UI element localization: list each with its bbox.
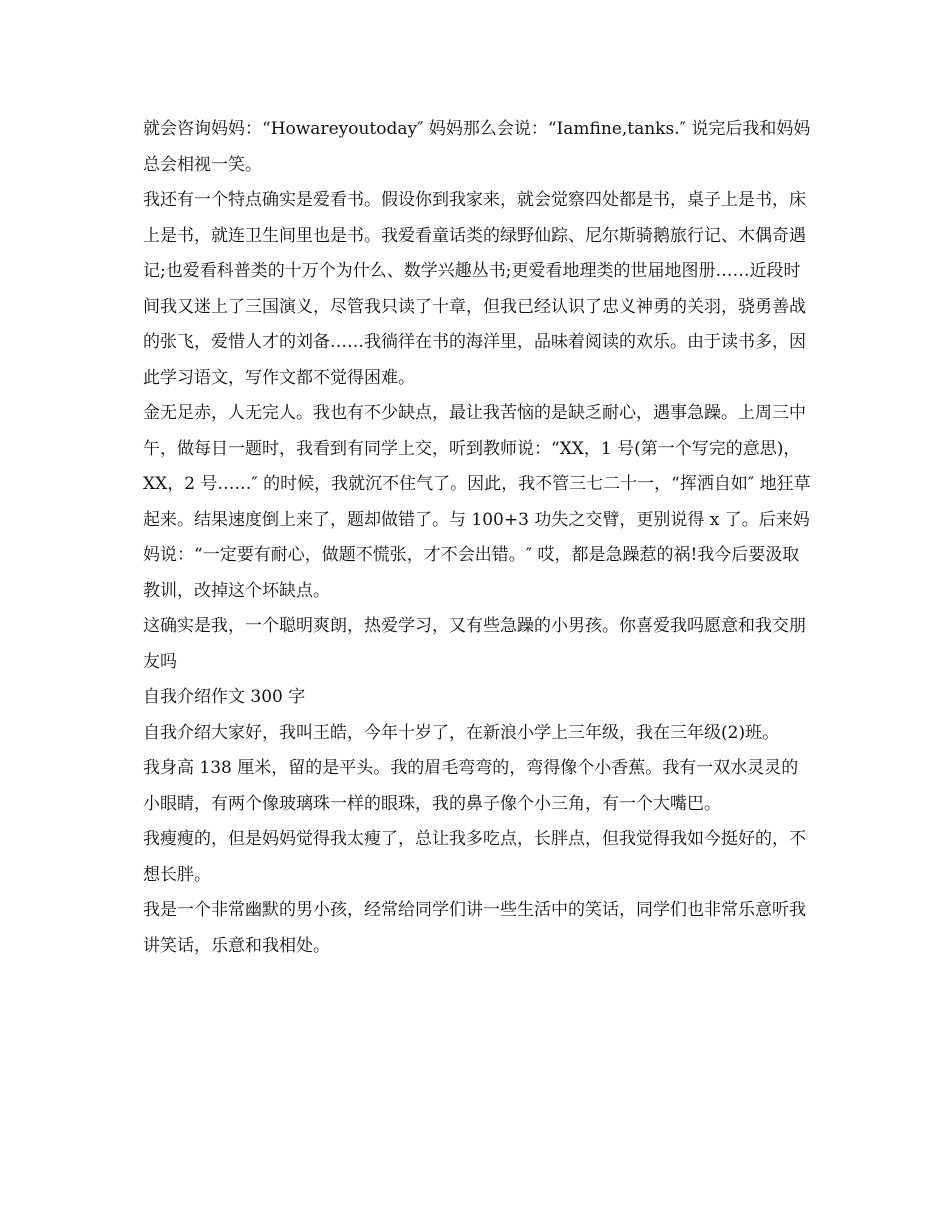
paragraph-humor: 我是一个非常幽默的男小孩，经常给同学们讲一些生活中的笑话，同学们也非常乐意听我讲笑话，乐意和我相处。	[143, 900, 806, 956]
paragraph-greeting-english: 就会咨询妈妈：“Howareyoutoday″ 妈妈那么会说：“Iamfine,tanks.″ 说完后我和妈妈总会相视一笑。	[143, 119, 811, 175]
document-body	[143, 112, 811, 964]
paragraph-summary: 这确实是我，一个聪明爽朗，热爱学习，又有些急躁的小男孩。你喜爱我吗愿意和我交朋友吗	[143, 616, 806, 672]
paragraph-appearance: 我身高 138 厘米，留的是平头。我的眉毛弯弯的，弯得像个小香蕉。我有一双水灵灵的小眼睛，有两个像玻璃珠一样的眼珠，我的鼻子像个小三角，有一个大嘴巴。	[143, 758, 799, 814]
section-heading: 自我介绍作文 300 字	[143, 687, 306, 707]
paragraph-introduction: 自我介绍大家好，我叫王皓，今年十岁了，在新浪小学上三年级，我在三年级(2)班。	[143, 722, 780, 743]
paragraph-shortcoming-impatience: 金无足赤，人无完人。我也有不少缺点，最让我苦恼的是缺乏耐心，遇事急躁。上周三中午，做每日一题时，我看到有同学上交，听到教师说：“XX，1 号(第一个写完的意思)，XX，2 号……″ 的时候，我就沉不住气了。因此，我不管三七二十一，“挥洒自如″ 地狂草起来。结果速度倒上来了，题却做错了。与 100+3 功失之交臂，更别说得 x 了。后来妈妈说：“一定要有耐心，做题不慌张，才不会出错。″ 哎，都是急躁惹的祸!我今后要汲取教训，改掉这个坏缺点。	[143, 403, 811, 601]
paragraph-love-reading: 我还有一个特点确实是爱看书。假设你到我家来，就会觉察四处都是书，桌子上是书，床上是书，就连卫生间里也是书。我爱看童话类的绿野仙踪、尼尔斯骑鹅旅行记、木偶奇遇记;也爱看科普类的十万个为什么、数学兴趣丛书;更爱看地理类的世届地图册……近段时间我又迷上了三国演义，尽管我只读了十章，但我已经认识了忠义神勇的关羽，骁勇善战的张飞，爱惜人才的刘备……我徜徉在书的海洋里，品味着阅读的欢乐。由于读书多，因此学习语文，写作文都不觉得困难。	[143, 190, 806, 388]
paragraph-body-type: 我瘦瘦的，但是妈妈觉得我太瘦了，总让我多吃点，长胖点，但我觉得我如今挺好的，不想长胖。	[143, 829, 806, 885]
